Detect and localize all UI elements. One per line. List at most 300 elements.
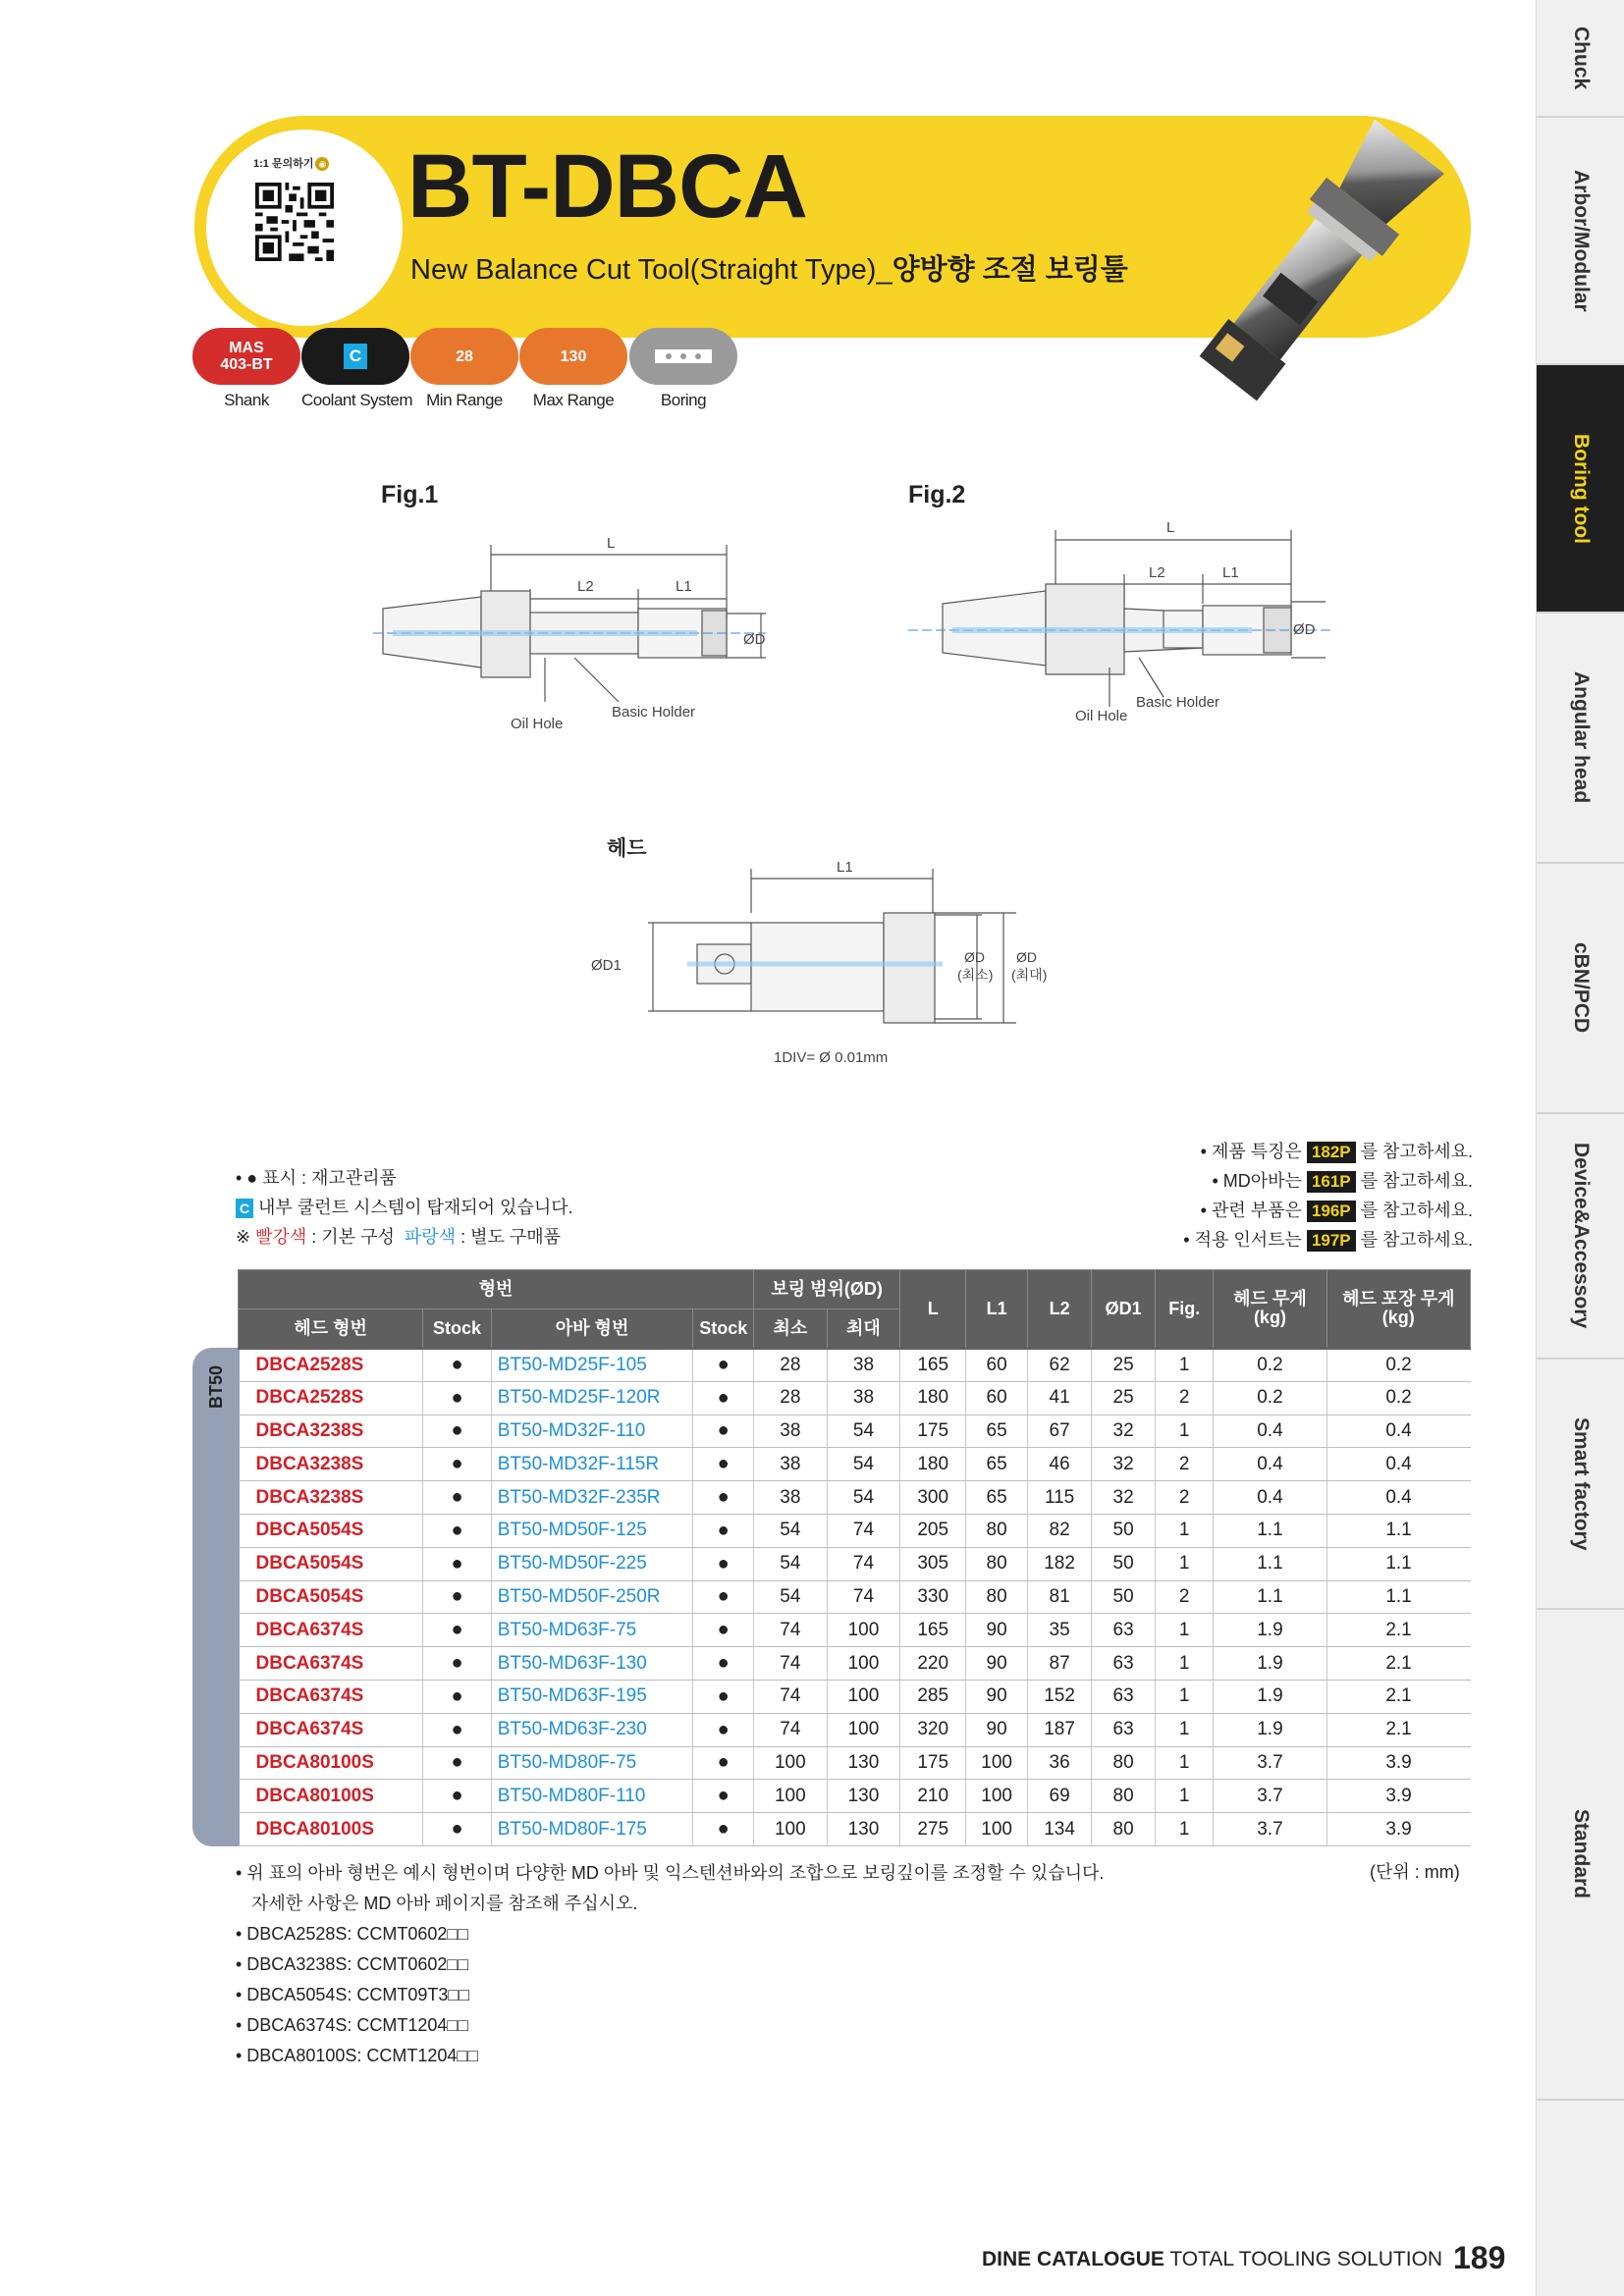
head-dim-d-min-note: (최소)	[957, 967, 994, 983]
table-cell: ●	[423, 1415, 491, 1448]
table-cell: 38	[754, 1415, 828, 1448]
table-cell: DBCA6374S	[239, 1647, 423, 1681]
table-row	[239, 1746, 1471, 1780]
table-cell: 305	[900, 1547, 966, 1580]
table-cell: 38	[827, 1349, 900, 1382]
table-cell: ●	[423, 1614, 491, 1647]
table-cell: 130	[827, 1813, 900, 1846]
table-cell: ●	[693, 1514, 754, 1547]
table-cell: ●	[693, 1813, 754, 1846]
side-tab-label: Chuck	[1570, 26, 1593, 90]
fig2-dim-d: ØD	[1293, 621, 1316, 638]
page-link[interactable]: 161P	[1307, 1171, 1356, 1193]
table-cell: 175	[900, 1415, 966, 1448]
tool-photo	[1159, 98, 1483, 422]
table-row	[239, 1381, 1471, 1415]
col-stock: Stock	[423, 1309, 491, 1349]
coolant-icon: C	[236, 1199, 253, 1218]
table-cell: DBCA6374S	[239, 1680, 423, 1713]
table-cell: ●	[693, 1680, 754, 1713]
side-tab-arbor-modular[interactable]	[1537, 118, 1624, 365]
table-cell: 3.9	[1326, 1813, 1470, 1846]
table-cell: ●	[423, 1580, 491, 1614]
table-cell: 152	[1028, 1680, 1092, 1713]
fig2-dim-l2: L2	[1149, 564, 1165, 581]
table-cell: 2	[1156, 1580, 1214, 1614]
table-cell: 65	[966, 1415, 1028, 1448]
table-cell: 1.9	[1214, 1713, 1326, 1746]
fig1-label: Fig.1	[381, 481, 439, 508]
fig1-basic-holder: Basic Holder	[612, 704, 696, 721]
side-tab-label: Standard	[1570, 1809, 1593, 1899]
qr-caption: 1:1 문의하기 ◉	[253, 155, 329, 171]
table-cell: 50	[1092, 1547, 1156, 1580]
table-cell: 175	[900, 1746, 966, 1780]
table-cell: 80	[966, 1580, 1028, 1614]
boring-badge	[629, 328, 737, 385]
table-row	[239, 1780, 1471, 1813]
table-cell: 205	[900, 1514, 966, 1547]
table-cell: ●	[423, 1746, 491, 1780]
head-dim-d-max-note: (최대)	[1011, 967, 1048, 983]
spec-label: Max Range	[532, 391, 615, 409]
table-cell: ●	[423, 1713, 491, 1746]
table-cell: 28	[754, 1349, 828, 1382]
table-cell: 80	[1092, 1813, 1156, 1846]
table-cell: 100	[966, 1813, 1028, 1846]
table-cell: 320	[900, 1713, 966, 1746]
table-cell: 2.1	[1326, 1713, 1470, 1746]
fig1-dim-l2: L2	[577, 578, 594, 595]
table-cell: BT50-MD25F-105	[491, 1349, 693, 1382]
table-cell: 74	[827, 1514, 900, 1547]
table-cell: 63	[1092, 1614, 1156, 1647]
table-cell: 0.4	[1214, 1448, 1326, 1481]
unit-note: (단위 : mm)	[1370, 1862, 1460, 1882]
table-cell: 32	[1092, 1481, 1156, 1515]
table-cell: 74	[827, 1547, 900, 1580]
col-stock-2: Stock	[693, 1309, 754, 1349]
page-link[interactable]: 196P	[1307, 1201, 1356, 1222]
table-cell: 182	[1028, 1547, 1092, 1580]
table-cell: 100	[966, 1780, 1028, 1813]
side-tab-cbn-pcd[interactable]	[1537, 864, 1624, 1114]
table-cell: 63	[1092, 1680, 1156, 1713]
table-cell: ●	[423, 1547, 491, 1580]
table-cell: 300	[900, 1481, 966, 1515]
table-cell: 2	[1156, 1481, 1214, 1515]
table-cell: ●	[693, 1713, 754, 1746]
legend-notes	[236, 1163, 573, 1252]
table-row	[239, 1680, 1471, 1713]
fig1-dim-d: ØD	[743, 631, 766, 648]
table-cell: 38	[754, 1448, 828, 1481]
side-tab-label: Device&Accessory	[1570, 1143, 1593, 1329]
side-tab-standard[interactable]	[1537, 1610, 1624, 2101]
table-cell: 1.1	[1214, 1514, 1326, 1547]
table-cell: 100	[754, 1746, 828, 1780]
table-cell: 2.1	[1326, 1614, 1470, 1647]
table-cell: 180	[900, 1448, 966, 1481]
fig1-dim-l1: L1	[676, 578, 692, 595]
col-l1: L1	[966, 1270, 1028, 1349]
table-cell: 0.2	[1326, 1349, 1470, 1382]
table-cell: BT50-MD63F-75	[491, 1614, 693, 1647]
table-cell: 69	[1028, 1780, 1092, 1813]
table-cell: 74	[754, 1713, 828, 1746]
table-cell: DBCA5054S	[239, 1580, 423, 1614]
table-cell: ●	[693, 1349, 754, 1382]
fig2-drawing	[898, 510, 1330, 736]
table-cell: 80	[966, 1547, 1028, 1580]
table-cell: 65	[966, 1481, 1028, 1515]
table-cell: 0.4	[1214, 1415, 1326, 1448]
table-cell: BT50-MD50F-225	[491, 1547, 693, 1580]
table-cell: 87	[1028, 1647, 1092, 1681]
table-cell: 3.9	[1326, 1780, 1470, 1813]
table-cell: DBCA3238S	[239, 1481, 423, 1515]
col-head-weight: 헤드 무게 (kg)	[1214, 1270, 1326, 1349]
table-cell: 1	[1156, 1680, 1214, 1713]
table-cell: 54	[754, 1514, 828, 1547]
col-group-model: 형번	[239, 1270, 754, 1309]
table-cell: 1.1	[1326, 1580, 1470, 1614]
page-link[interactable]: 197P	[1307, 1230, 1356, 1252]
color-note: ※ 빨강색 : 기본 구성 파랑색 : 별도 구매품	[236, 1227, 562, 1247]
table-cell: 60	[966, 1349, 1028, 1382]
table-cell: 32	[1092, 1415, 1156, 1448]
side-tab-label: Boring tool	[1570, 433, 1593, 544]
page-subtitle: New Balance Cut Tool(Straight Type)_양방향 조절 보링툴	[410, 254, 1128, 286]
table-cell: ●	[423, 1349, 491, 1382]
table-cell: 1.9	[1214, 1614, 1326, 1647]
boring-icon	[653, 346, 714, 367]
insert-note: • DBCA80100S: CCMT1204□□	[236, 2046, 479, 2065]
table-row	[239, 1547, 1471, 1580]
page-number: 189	[1453, 2240, 1506, 2275]
table-row	[239, 1349, 1471, 1382]
table-cell: 54	[827, 1448, 900, 1481]
fig1-drawing	[373, 530, 785, 746]
table-cell: 1	[1156, 1614, 1214, 1647]
table-cell: 100	[966, 1746, 1028, 1780]
table-cell: DBCA2528S	[239, 1349, 423, 1382]
table-cell: 1	[1156, 1514, 1214, 1547]
table-cell: 100	[754, 1813, 828, 1846]
spec-label: Boring	[660, 391, 707, 409]
table-cell: ●	[693, 1381, 754, 1415]
spec-table-body	[239, 1349, 1471, 1846]
table-cell: BT50-MD50F-250R	[491, 1580, 693, 1614]
reference-line: • MD아바는 161P 를 참고하세요.	[1212, 1171, 1473, 1191]
table-cell: 54	[754, 1547, 828, 1580]
table-cell: 130	[827, 1746, 900, 1780]
table-cell: DBCA5054S	[239, 1547, 423, 1580]
table-cell: BT50-MD25F-120R	[491, 1381, 693, 1415]
spec-label: Min Range	[426, 391, 503, 409]
table-cell: 115	[1028, 1481, 1092, 1515]
table-cell: 220	[900, 1647, 966, 1681]
page-footer: DINE CATALOGUE TOTAL TOOLING SOLUTION	[982, 2248, 1443, 2270]
table-cell: 1.9	[1214, 1647, 1326, 1681]
table-cell: 100	[754, 1780, 828, 1813]
table-cell: 82	[1028, 1514, 1092, 1547]
col-l: L	[900, 1270, 966, 1349]
table-cell: 41	[1028, 1381, 1092, 1415]
fig2-label: Fig.2	[908, 481, 966, 508]
coolant-note: C 내부 쿨런트 시스템이 탑재되어 있습니다.	[236, 1193, 573, 1222]
table-cell: 0.2	[1214, 1349, 1326, 1382]
table-cell: DBCA3238S	[239, 1448, 423, 1481]
table-cell: 74	[754, 1680, 828, 1713]
head-figure-label: 헤드	[607, 837, 647, 860]
max-range-badge: 130	[519, 328, 627, 385]
head-dim-d1: ØD1	[591, 957, 622, 974]
head-dim-d-max: ØD	[1016, 949, 1037, 965]
table-cell: 0.4	[1326, 1481, 1470, 1515]
table-cell: 50	[1092, 1580, 1156, 1614]
spec-shank	[192, 328, 300, 410]
col-pack-weight: 헤드 포장 무게 (kg)	[1326, 1270, 1470, 1349]
table-cell: ●	[423, 1481, 491, 1515]
table-cell: ●	[693, 1580, 754, 1614]
head-dim-l1: L1	[837, 859, 853, 876]
table-cell: 28	[754, 1381, 828, 1415]
insert-note: • DBCA3238S: CCMT0602□□	[236, 1954, 469, 1974]
table-cell: DBCA3238S	[239, 1415, 423, 1448]
table-cell: 74	[827, 1580, 900, 1614]
coolant-badge: C	[301, 328, 409, 385]
bt50-group-tab: BT50	[192, 1348, 240, 1846]
head-dim-d-min: ØD	[964, 949, 985, 965]
table-cell: 0.4	[1326, 1415, 1470, 1448]
table-cell: ●	[423, 1381, 491, 1415]
table-cell: 90	[966, 1713, 1028, 1746]
table-cell: ●	[693, 1614, 754, 1647]
col-min: 최소	[754, 1309, 828, 1349]
table-row	[239, 1415, 1471, 1448]
footnote-line: • 위 표의 아바 형번은 예시 형번이며 다양한 MD 아바 및 익스텐션바와의 조합으로 보링깊이를 조정할 수 있습니다.	[236, 1863, 1105, 1883]
table-cell: 134	[1028, 1813, 1092, 1846]
side-tab-angular-head[interactable]	[1537, 614, 1624, 864]
table-cell: 50	[1092, 1514, 1156, 1547]
table-cell: DBCA6374S	[239, 1713, 423, 1746]
col-max: 최대	[827, 1309, 900, 1349]
table-row	[239, 1614, 1471, 1647]
table-cell: 1	[1156, 1780, 1214, 1813]
table-cell: ●	[693, 1448, 754, 1481]
table-cell: BT50-MD32F-235R	[491, 1481, 693, 1515]
shank-badge: MAS 403-BT	[192, 328, 300, 385]
table-row	[239, 1813, 1471, 1846]
page-link[interactable]: 182P	[1307, 1142, 1356, 1163]
table-cell: 1.1	[1326, 1514, 1470, 1547]
side-navigation	[1536, 0, 1624, 2296]
col-l2: L2	[1028, 1270, 1092, 1349]
reference-line: • 제품 특징은 182P 를 참고하세요.	[1200, 1142, 1473, 1161]
table-cell: 0.2	[1214, 1381, 1326, 1415]
spec-table	[238, 1269, 1471, 1846]
side-tab-label: Angular head	[1570, 671, 1593, 804]
table-cell: 187	[1028, 1713, 1092, 1746]
table-cell: 54	[827, 1415, 900, 1448]
table-cell: BT50-MD80F-175	[491, 1813, 693, 1846]
table-cell: ●	[693, 1547, 754, 1580]
table-cell: 165	[900, 1349, 966, 1382]
table-cell: 65	[966, 1448, 1028, 1481]
fig1-oil-hole: Oil Hole	[511, 716, 564, 732]
table-cell: 35	[1028, 1614, 1092, 1647]
table-cell: 285	[900, 1680, 966, 1713]
col-group-range: 보링 범위(ØD)	[754, 1270, 900, 1309]
table-row	[239, 1713, 1471, 1746]
spec-boring	[629, 328, 737, 410]
table-cell: ●	[693, 1415, 754, 1448]
table-cell: 80	[1092, 1780, 1156, 1813]
table-cell: DBCA6374S	[239, 1614, 423, 1647]
spec-coolant	[301, 328, 412, 410]
table-cell: 80	[966, 1514, 1028, 1547]
table-cell: 100	[827, 1647, 900, 1681]
table-cell: 100	[827, 1713, 900, 1746]
table-cell: BT50-MD50F-125	[491, 1514, 693, 1547]
table-cell: BT50-MD63F-130	[491, 1647, 693, 1681]
spec-min-range	[410, 328, 518, 410]
table-cell: 1.9	[1214, 1680, 1326, 1713]
table-cell: ●	[693, 1647, 754, 1681]
table-cell: 54	[827, 1481, 900, 1515]
head-div-note: 1DIV= Ø 0.01mm	[774, 1049, 889, 1066]
table-cell: 80	[1092, 1746, 1156, 1780]
table-cell: 2.1	[1326, 1680, 1470, 1713]
qr-code[interactable]	[255, 183, 334, 261]
table-cell: 90	[966, 1647, 1028, 1681]
table-cell: ●	[423, 1680, 491, 1713]
table-cell: BT50-MD80F-75	[491, 1746, 693, 1780]
col-arbor-model: 아바 형번	[491, 1309, 693, 1349]
table-cell: 32	[1092, 1448, 1156, 1481]
table-cell: 62	[1028, 1349, 1092, 1382]
table-cell: 60	[966, 1381, 1028, 1415]
col-head-model: 헤드 형번	[239, 1309, 423, 1349]
insert-note: • DBCA5054S: CCMT09T3□□	[236, 1985, 470, 2004]
spec-max-range	[519, 328, 627, 410]
table-cell: 100	[827, 1680, 900, 1713]
table-cell: ●	[693, 1780, 754, 1813]
table-cell: ●	[693, 1481, 754, 1515]
table-cell: 130	[827, 1780, 900, 1813]
table-cell: 1	[1156, 1746, 1214, 1780]
table-cell: 54	[754, 1580, 828, 1614]
table-cell: 46	[1028, 1448, 1092, 1481]
table-cell: BT50-MD63F-195	[491, 1680, 693, 1713]
side-tab-label: Arbor/Modular	[1570, 169, 1593, 312]
table-cell: 1	[1156, 1349, 1214, 1382]
table-cell: 3.7	[1214, 1780, 1326, 1813]
table-cell: BT50-MD32F-110	[491, 1415, 693, 1448]
table-cell: 2.1	[1326, 1647, 1470, 1681]
table-cell: 0.4	[1214, 1481, 1326, 1515]
table-cell: 1	[1156, 1713, 1214, 1746]
table-cell: DBCA80100S	[239, 1746, 423, 1780]
table-cell: 74	[754, 1614, 828, 1647]
table-cell: 90	[966, 1680, 1028, 1713]
table-cell: ●	[423, 1780, 491, 1813]
table-cell: ●	[423, 1514, 491, 1547]
table-cell: 25	[1092, 1349, 1156, 1382]
table-cell: BT50-MD32F-115R	[491, 1448, 693, 1481]
table-cell: 90	[966, 1614, 1028, 1647]
min-range-badge: 28	[410, 328, 518, 385]
side-tab-label: Smart factory	[1570, 1416, 1593, 1551]
table-row	[239, 1481, 1471, 1515]
table-cell: 0.4	[1326, 1448, 1470, 1481]
fig2-basic-holder: Basic Holder	[1136, 694, 1220, 711]
table-cell: BT50-MD63F-230	[491, 1713, 693, 1746]
table-cell: 1	[1156, 1647, 1214, 1681]
table-row	[239, 1647, 1471, 1681]
table-cell: 0.2	[1326, 1381, 1470, 1415]
table-cell: DBCA80100S	[239, 1780, 423, 1813]
table-cell: ●	[693, 1746, 754, 1780]
table-row	[239, 1514, 1471, 1547]
table-row	[239, 1448, 1471, 1481]
table-cell: 165	[900, 1614, 966, 1647]
table-cell: 1	[1156, 1547, 1214, 1580]
table-cell: 1.1	[1214, 1547, 1326, 1580]
side-tab-boring-tool[interactable]	[1537, 365, 1624, 614]
page-references	[1060, 1137, 1473, 1255]
footnotes	[236, 1858, 1104, 2071]
table-cell: 38	[827, 1381, 900, 1415]
side-tab-smart-factory[interactable]	[1537, 1360, 1624, 1610]
table-cell: DBCA80100S	[239, 1813, 423, 1846]
table-row	[239, 1580, 1471, 1614]
table-cell: 1.1	[1326, 1547, 1470, 1580]
fig2-dim-l1: L1	[1222, 564, 1239, 581]
fig2-dim-l: L	[1166, 519, 1175, 536]
table-cell: 67	[1028, 1415, 1092, 1448]
col-d1: ØD1	[1092, 1270, 1156, 1349]
table-cell: 74	[754, 1647, 828, 1681]
side-tab-device-accessory[interactable]	[1537, 1114, 1624, 1360]
reference-line: • 관련 부품은 196P 를 참고하세요.	[1200, 1201, 1473, 1220]
table-cell: 38	[754, 1481, 828, 1515]
footnote-line: 자세한 사항은 MD 아바 페이지를 참조해 주십시오.	[251, 1894, 638, 1913]
table-cell: 3.7	[1214, 1746, 1326, 1780]
table-cell: ●	[423, 1448, 491, 1481]
spec-label: Shank	[224, 391, 269, 409]
table-cell: 36	[1028, 1746, 1092, 1780]
table-cell: 1	[1156, 1813, 1214, 1846]
col-fig: Fig.	[1156, 1270, 1214, 1349]
table-cell: BT50-MD80F-110	[491, 1780, 693, 1813]
fig1-dim-l: L	[607, 535, 616, 552]
table-cell: ●	[423, 1813, 491, 1846]
page-title: BT-DBCA	[407, 136, 807, 237]
table-cell: 25	[1092, 1381, 1156, 1415]
table-cell: 3.7	[1214, 1813, 1326, 1846]
table-cell: 210	[900, 1780, 966, 1813]
fig2-oil-hole: Oil Hole	[1075, 708, 1128, 724]
table-cell: 100	[827, 1614, 900, 1647]
table-cell: 330	[900, 1580, 966, 1614]
side-tab-chuck[interactable]	[1537, 0, 1624, 118]
table-cell: 2	[1156, 1381, 1214, 1415]
table-cell: 63	[1092, 1647, 1156, 1681]
table-cell: 1.1	[1214, 1580, 1326, 1614]
table-cell: ●	[423, 1647, 491, 1681]
